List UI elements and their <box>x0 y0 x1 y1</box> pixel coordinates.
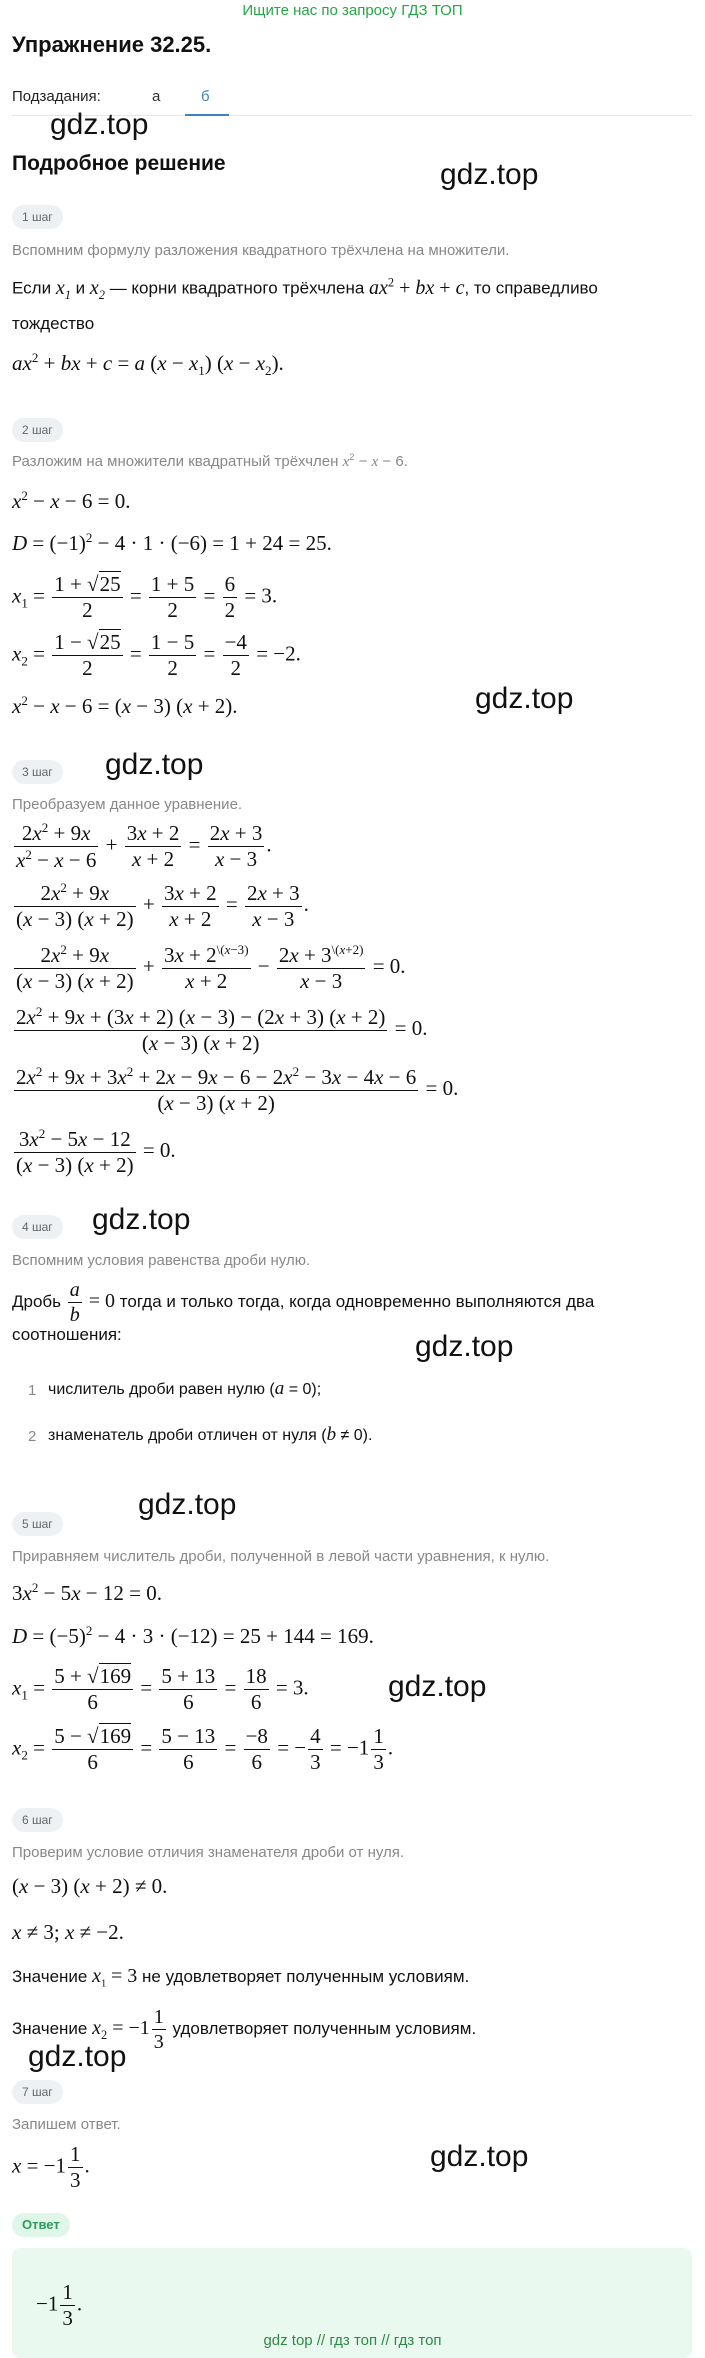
step-text: соотношения: <box>12 1325 122 1344</box>
formula: $\frac{3x^2 - 5x - 12}{(x - 3) (x + 2)}$ = 0. <box>16 1126 176 1178</box>
watermark: gdz.top <box>28 2040 127 2073</box>
active-tab-indicator <box>185 114 229 116</box>
formula: $\frac{2x^2 + 9x}{x^2 - x - 6}$ + $\frac{3x + 2}{x + 2}$ = $\frac{2x + 3}{x - 3}$ . <box>16 820 272 873</box>
top-banner[interactable]: Ищите нас по запросу ГДЗ ТОП <box>242 2 463 19</box>
footer-separator: // <box>316 2332 326 2349</box>
watermark: gdz.top <box>138 1488 237 1521</box>
text-fragment: Если <box>12 278 52 298</box>
list-item: числитель дроби равен нулю (a = 0); <box>48 1378 322 1399</box>
step-text: Если $x_1$ и $x_2$ — корни квадратного трёхчлена $ax^2$ + bx + c, то справедливо <box>12 275 598 302</box>
step-text: Дробь $\frac{a}{b}$ = 0 тогда и только тогда, когда одновременно выполняются два <box>12 1279 595 1326</box>
step-hint: Разложим на множители квадратный трёхчлен $x^2 - x - 6$. <box>12 452 408 470</box>
formula: x = −1 $\frac{1}{3}$ . <box>12 2142 90 2193</box>
step-text: Значение $x_2 = -1$ $\frac{1}{3}$ удовлетворяет полученным условиям. <box>12 2006 477 2053</box>
step-badge: 2 шаг <box>12 418 63 442</box>
formula: $ax^2$ + bx + c = a $(x - x_1)$ $(x - x_2)$. <box>12 350 284 379</box>
step-badge: 5 шаг <box>12 1512 63 1536</box>
formula: x ≠ 3; x ≠ −2. <box>12 1920 124 1944</box>
text-fragment: Разложим на множители квадратный трёхчлен <box>12 453 339 470</box>
step-badge: 1 шаг <box>12 205 63 229</box>
watermark: gdz.top <box>50 108 149 141</box>
text-fragment: , то справедливо <box>464 278 598 298</box>
text-fragment: Значение <box>12 1967 88 1986</box>
step-badge: 3 шаг <box>12 760 63 784</box>
text-fragment: удовлетворяет полученным условиям. <box>172 2019 477 2039</box>
step-text: тождество <box>12 314 95 333</box>
formula: $x_1$ = $\frac{1 + √25}{2}$ = $\frac{1 + 5}{2}$ = $\frac{6}{2}$ = 3. <box>12 572 278 623</box>
formula: $x_1$ = $\frac{5 + √169}{6}$ = $\frac{5 + 13}{6}$ = $\frac{18}{6}$ = 3. <box>12 1664 309 1715</box>
formula: $\frac{2x^2 + 9x}{(x - 3) (x + 2)}$ + $\frac{3x + 2^{\backslash(x-3)}}{x + 2}$ − $\frac{2x + 3^{\backslash(x+2)}}{x - 3}$ = 0. <box>16 942 406 994</box>
footer-link[interactable]: гдз топ <box>393 2332 442 2349</box>
formula: $x^2 - x - 6 = (x - 3) (x + 2)$. <box>12 693 238 718</box>
formula: $\frac{2x^2 + 9x + (3x + 2) (x - 3) - (2x + 3) (x + 2)}{(x - 3) (x + 2)}$ = 0. <box>16 1004 428 1056</box>
text-fragment: — корни квадратного трёхчлена <box>109 278 365 298</box>
formula: $\frac{2x^2 + 9x}{(x - 3) (x + 2)}$ + $\frac{3x + 2}{x + 2}$ = $\frac{2x + 3}{x - 3}$ . <box>16 880 309 932</box>
text-fragment: не удовлетворяет полученным условиям. <box>142 1967 470 1986</box>
step-badge: 4 шаг <box>12 1215 63 1239</box>
watermark: gdz.top <box>475 682 574 715</box>
list-number: 2 <box>28 1428 37 1445</box>
step-hint: Проверим условие отличия знаменателя дроби от нуля. <box>12 1844 405 1861</box>
step-badge: 7 шаг <box>12 2080 63 2104</box>
step-hint: Вспомним условия равенства дроби нулю. <box>12 1252 311 1269</box>
subtask-tab-b[interactable]: б <box>201 88 210 105</box>
step-hint: Запишем ответ. <box>12 2116 121 2133</box>
watermark: gdz.top <box>105 748 204 781</box>
subtasks-label: Подзадания: <box>12 88 101 105</box>
formula: $x_2$ = $\frac{5 - √169}{6}$ = $\frac{5 - 13}{6}$ = $\frac{-8}{6}$ = − $\frac{4}{3}$ = −1 $\frac{1}{3}$ . <box>12 1724 394 1775</box>
list-number: 1 <box>28 1382 37 1399</box>
step-hint: Вспомним формулу разложения квадратного трёхчлена на множители. <box>12 242 510 259</box>
footer-separator: // <box>381 2332 390 2349</box>
list-item: знаменатель дроби отличен от нуля (b ≠ 0). <box>48 1424 373 1445</box>
text-fragment: числитель дроби равен нулю <box>48 1381 265 1398</box>
text-fragment: и <box>75 278 86 298</box>
formula: $x_2$ = $\frac{1 - √25}{2}$ = $\frac{1 - 5}{2}$ = $\frac{-4}{2}$ = −2. <box>12 630 301 681</box>
formula: $\frac{2x^2 + 9x + 3x^2 + 2x - 9x - 6 - 2x^2 - 3x - 4x - 6}{(x - 3) (x + 2)}$ = 0. <box>16 1064 459 1116</box>
watermark: gdz.top <box>440 158 539 191</box>
answer-value: −1 $\frac{1}{3}$ . <box>36 2280 83 2331</box>
text-fragment: знаменатель дроби отличен от нуля <box>48 1427 317 1444</box>
footer-links <box>0 2332 705 2349</box>
step-hint: Преобразуем данное уравнение. <box>12 796 243 813</box>
watermark: gdz.top <box>430 2140 529 2173</box>
section-title: Подробное решение <box>12 152 226 175</box>
step-hint: Приравняем числитель дроби, полученной в левой части уравнения, к нулю. <box>12 1548 550 1565</box>
text-fragment: Значение <box>12 2019 88 2039</box>
formula: $D = (-5)^2 - 4 \cdot 3 \cdot (-12) = 25 + 144 = 169$. <box>12 1623 374 1648</box>
step-text: Значение $x_1 = 3$ не удовлетворяет полученным условиям. <box>12 1965 470 1990</box>
footer-link[interactable]: гдз топ <box>329 2332 378 2349</box>
watermark: gdz.top <box>388 1670 487 1703</box>
watermark: gdz.top <box>92 1203 191 1236</box>
step-badge: 6 шаг <box>12 1808 63 1832</box>
answer-badge: Ответ <box>12 2213 70 2237</box>
text-fragment: тогда и только тогда, когда одновременно выполняются два <box>119 1292 595 1312</box>
page-title: Упражнение 32.25. <box>12 32 212 57</box>
footer-link[interactable]: gdz top <box>263 2332 313 2349</box>
text-fragment: Дробь <box>12 1292 62 1312</box>
watermark: gdz.top <box>415 1330 514 1363</box>
formula: (x − 3) (x + 2) ≠ 0. <box>12 1874 168 1898</box>
subtask-tab-a[interactable]: а <box>152 88 161 105</box>
formula: $3x^2 - 5x - 12 = 0$. <box>12 1580 162 1605</box>
formula: $x^2 - x - 6 = 0$. <box>12 488 131 513</box>
formula: $D = (-1)^2 - 4 \cdot 1 \cdot (-6) = 1 + 24 = 25$. <box>12 530 332 555</box>
